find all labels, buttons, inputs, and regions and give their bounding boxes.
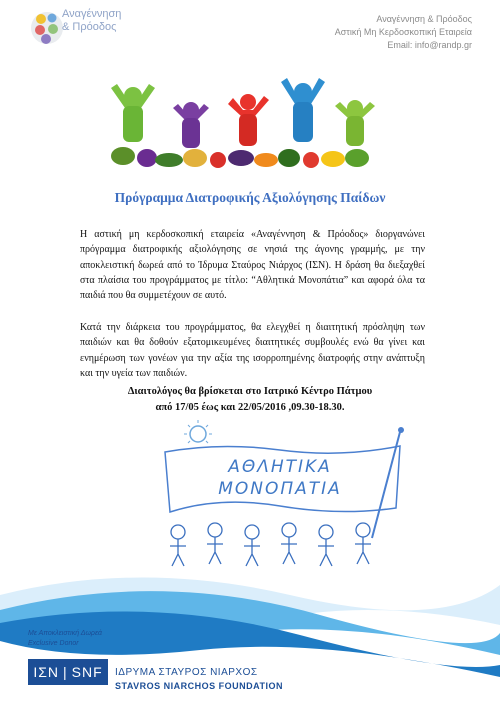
organization-info bbox=[335, 13, 472, 52]
snf-logo-latin: SNF bbox=[71, 664, 103, 680]
organization-logo-icon bbox=[30, 6, 64, 50]
vegetable-figures-illustration bbox=[103, 78, 383, 178]
snf-logo bbox=[28, 659, 108, 685]
green-figure-icon bbox=[111, 84, 155, 142]
green-right-figure-icon bbox=[335, 100, 375, 146]
blue-figure-icon bbox=[281, 78, 325, 142]
logo-line-2: & Πρόοδος bbox=[62, 21, 117, 33]
organization-email: Email: info@randp.gr bbox=[387, 40, 472, 50]
snf-logo-divider: | bbox=[63, 664, 68, 680]
organization-name: Αναγέννηση & Πρόοδος bbox=[376, 14, 472, 24]
date-line: από 17/05 έως και 22/05/2016 ,09.30-18.30. bbox=[155, 402, 345, 413]
program-title: Πρόγραμμα Διατροφικής Αξιολόγησης Παίδων bbox=[114, 190, 386, 205]
paragraph-details: Κατά την διάρκεια του προγράμματος, θα ελεγχθεί η διαιτητική πρόσληψη των παιδιών και θα δοθούν εξατομικευμένες διαιτητικές συμβουλές ενώ θα γίνει και ενημέρωση των γονέων για την αξία της ισορροπημένης διατροφής στην ανάπτυξη και την υγεία των παιδιών. bbox=[80, 322, 425, 379]
sun-icon bbox=[184, 420, 212, 443]
location-line: Διαιτολόγος θα βρίσκεται στο Ιατρικό Κέντρο Πάτμου bbox=[127, 386, 373, 397]
purple-figure-icon bbox=[173, 102, 209, 148]
banner-line-1: ΑΘΛΗΤΙΚΑ bbox=[228, 457, 332, 477]
organization-type: Αστική Μη Κερδοσκοπική Εταιρεία bbox=[334, 27, 472, 37]
vegetables-row-icon bbox=[111, 147, 369, 168]
red-figure-icon bbox=[228, 94, 269, 146]
donor-label-english: Exclusive Donor bbox=[28, 640, 79, 647]
logo-text bbox=[62, 8, 152, 34]
foundation-name-english: STAVROS NIARCHOS FOUNDATION bbox=[115, 681, 283, 691]
snf-logo-greek: ΙΣΝ bbox=[33, 664, 59, 680]
paragraph-intro: Η αστική μη κερδοσκοπική εταιρεία «Αναγέννηση & Πρόοδος» διοργανώνει πρόγραμμα διατροφικής αξιολόγησης σε νησιά της άγονης γραμμής, με την αποκλειστική δωρεά από το Ίδρυμα Σταύρος Νιάρχος (ΙΣΝ). Η δράση θα διεξαχθεί στα πλαίσια του προγράμματος με τίτλο: “Αθλητικά Μονοπάτια” και αφορά όλα τα παιδιά που θα συμμετέχουν σε αυτό. bbox=[80, 229, 425, 302]
foundation-name-greek: ΙΔΡΥΜΑ ΣΤΑΥΡΟΣ ΝΙΑΡΧΟΣ bbox=[115, 667, 258, 678]
logo-line-1: Αναγέννηση bbox=[62, 8, 122, 20]
banner-line-2: ΜΟΝΟΠΑΤΙΑ bbox=[218, 479, 342, 499]
donor-label-greek: Με Αποκλειστική Δωρεά bbox=[28, 630, 103, 637]
